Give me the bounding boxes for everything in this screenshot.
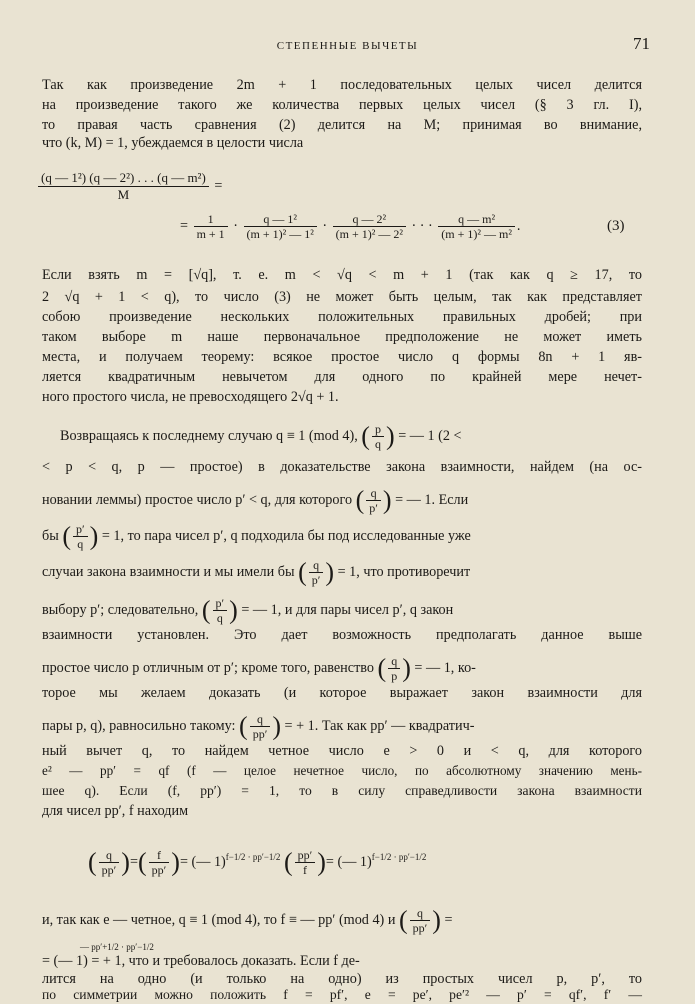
text-line: по симметрии можно положить f = pf′, e = pe′, pe′² — p′ = qf′, f′ —	[42, 987, 642, 1002]
text-line: таком выборе m наше первоначальное предположение не может иметь	[42, 329, 642, 345]
text-line: что (k, M) = 1, убеждаемся в целости числа	[42, 135, 304, 151]
text-line: взаимности установлен. Это дает возможность предполагать данное выше	[42, 627, 642, 643]
text-line: выбору p′; следовательно, ( $\frac{p'}{q}$ ) = — 1, и для пары чисел p′, q закон	[42, 595, 454, 625]
fraction: $\frac{\text{q — 2²}}{\text{(m + 1)² — 2²}}$	[333, 212, 406, 241]
text-line: 2 √q + 1 < q), то число (3) не может быть целым, так как представляет	[42, 289, 642, 305]
fraction: $\frac{\text{(q — 1²) (q — 2²) . . . (q — m²)}}{M}$	[38, 170, 209, 203]
text-line: простое число p отличным от p′; кроме того, равенство ( $\frac{q}{p}$ ) = — 1, ко-	[42, 653, 476, 683]
page-number: 71	[633, 34, 650, 53]
text-line: Возвращаясь к последнему случаю q ≡ 1 (mod 4), ( $\frac{p}{q}$ ) = — 1 (2 <	[60, 421, 462, 451]
text-line: для чисел pp′, f находим	[42, 803, 189, 819]
text-line: = (— 1) = + 1, что и требовалось доказать. Если f де-	[42, 953, 360, 969]
formula-3-lhs: $\frac{\text{(q — 1²) (q — 2²) . . . (q — m²)}}{M}$ =	[36, 170, 636, 203]
text-line: ляется квадратичным невычетом для одного по крайней мере нечет-	[42, 369, 642, 385]
fraction: $\frac{\text{q — 1²}}{\text{(m + 1)² — 1²}}$	[244, 212, 317, 241]
text-line: шее q). Если (f, pp′) = 1, то в силу справедливости закона взаимности	[42, 783, 642, 798]
text-line: ного простого числа, не превосходящего 2√q + 1.	[42, 389, 339, 405]
fraction: $\frac{\text{q — m²}}{\text{(m + 1)² — m²}}$	[438, 212, 515, 241]
text-line: бы ( $\frac{p'}{q}$ ) = 1, то пара чисел p′, q подходила бы под исследованные уже	[42, 521, 471, 551]
text-line: торое мы желаем доказать (и которое выражает закон взаимности для	[42, 685, 642, 701]
running-header: СТЕПЕННЫЕ ВЫЧЕТЫ	[276, 40, 419, 52]
text-line: e² — pp′ = qf (f — целое нечетное число, по абсолютному значению мень-	[42, 763, 642, 778]
text-line: собою произведение нескольких положительных правильных дробей; при	[42, 309, 642, 325]
text-line: на произведение такого же количества первых целых чисел (§ 3 гл. I),	[42, 97, 642, 113]
text-line: то правая часть сравнения (2) делится на M; принимая во внимание,	[42, 117, 642, 133]
text-line: Так как произведение 2m + 1 последовательных целых чисел делится	[42, 77, 642, 93]
text-line: ный вычет q, то найдем четное число e > 0 и < q, для которого	[42, 743, 642, 759]
text-line: пары p, q), равносильно такому: ( $\frac{q}{pp'}$ ) = + 1. Так как pp′ — квадратич-	[42, 711, 475, 741]
exponent: — pp′+1/2 · pp′−1/2	[80, 942, 154, 952]
equation-number: (3)	[607, 218, 625, 234]
text-line: лится на одно (и только на одно) из простых чисел p, p′, то	[42, 971, 642, 987]
text-line: места, и получаем теорему: всякое простое число q формы 8n + 1 яв-	[42, 349, 642, 365]
text-line: Если взять m = [√q], т. е. m < √q < m + 1 (так как q ≥ 17, то	[42, 267, 642, 283]
text-line: новании леммы) простое число p′ < q, для которого ( $\frac{q}{p'}$ ) = — 1. Если	[42, 485, 469, 515]
fraction: $\frac{1}{m + 1}$	[194, 212, 228, 241]
text-line: < p < q, p — простое) в доказательстве закона взаимности, найдем (на ос-	[42, 459, 642, 475]
text-line: и, так как e — четное, q ≡ 1 (mod 4), то f ≡ — pp′ (mod 4) и ( $\frac{q}{pp'}$ ) =	[42, 905, 453, 935]
text-line: случаи закона взаимности и мы имели бы ( $\frac{q}{p'}$ ) = 1, что противоречит	[42, 557, 471, 587]
formula-3-rhs: = $\frac{1}{m + 1}$ · $\frac{\text{q — 1²}}{\text{(m + 1)² — 1²}}$ · $\frac{\text{q — 2²}}{\text{(m + 1)² — 2²}}$ · · · $\frac{\text{q — m²}}{\text{(m + 1)² — m²}}$ .	[180, 212, 521, 241]
formula-reciprocity: ( $\frac{q}{pp'}$ )=( $\frac{f}{pp'}$ )= (— 1)$^{f-1/2 \cdot pp'-1/2}$ ( $\frac{pp'}{f}$ )= (— 1)$^{f-1/2 \cdot pp'-1/2}$	[88, 847, 427, 877]
